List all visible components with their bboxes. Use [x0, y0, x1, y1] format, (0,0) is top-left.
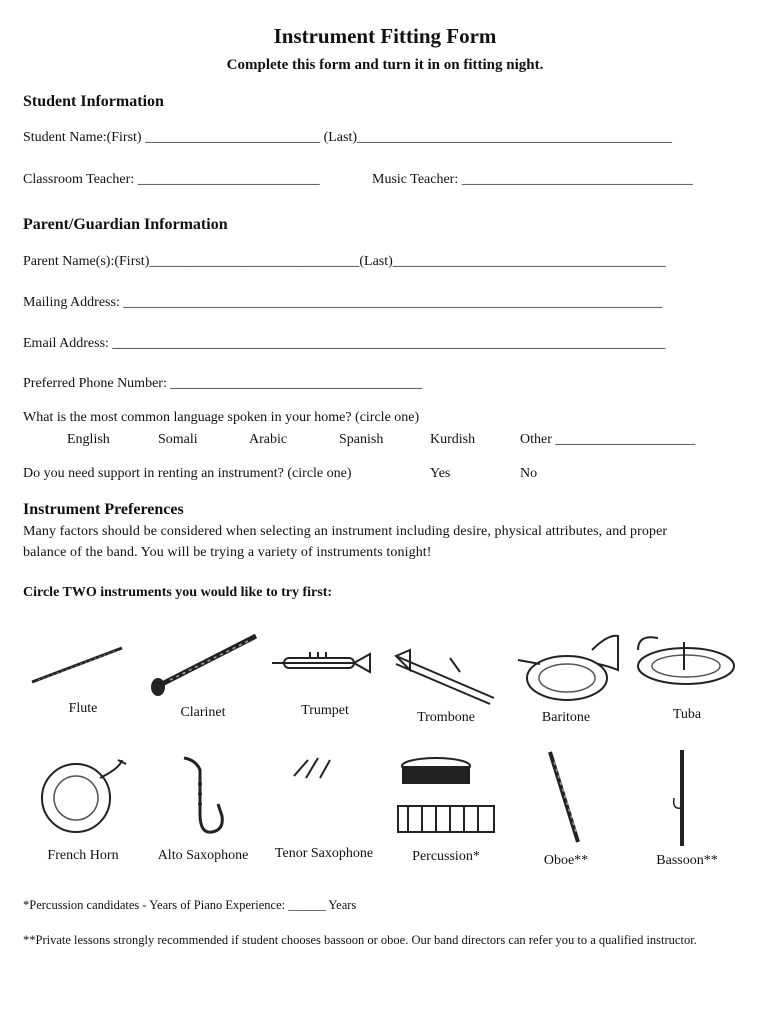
instrument-label-flute[interactable]: Flute: [68, 701, 98, 716]
instrument-label-clarinet[interactable]: Clarinet: [180, 705, 226, 720]
instrument-label-oboe[interactable]: Oboe**: [543, 853, 589, 868]
instrument-label-alto-saxophone[interactable]: Alto Saxophone: [157, 848, 249, 863]
language-option-other[interactable]: Other ____________________: [520, 432, 696, 447]
french-horn-icon[interactable]: [30, 758, 130, 840]
percussion-icon[interactable]: [394, 750, 498, 844]
rent-question: Do you need support in renting an instrument? (circle one): [23, 466, 352, 481]
clarinet-icon[interactable]: [150, 632, 260, 697]
private-lessons-footnote: **Private lessons strongly recommended if student chooses bassoon or oboe. Our band directors can refer you to a qualified instructor.: [23, 933, 697, 947]
music-teacher-field[interactable]: Music Teacher: _________________________________: [372, 172, 693, 187]
form-subtitle: Complete this form and turn it in on fitting night.: [226, 57, 544, 73]
baritone-icon[interactable]: [512, 630, 624, 705]
alto-saxophone-icon[interactable]: [178, 754, 238, 838]
language-option-spanish[interactable]: Spanish: [339, 432, 384, 447]
circle-two-prompt: Circle TWO instruments you would like to try first:: [23, 585, 333, 600]
instrument-label-tenor-saxophone[interactable]: Tenor Saxophone: [274, 846, 374, 861]
language-option-arabic[interactable]: Arabic: [249, 432, 288, 447]
preferences-description-line-1: Many factors should be considered when selecting an instrument including desire, physical attributes, and proper: [23, 524, 668, 539]
instrument-preferences-heading: Instrument Preferences: [23, 501, 184, 518]
form-title: Instrument Fitting Form: [273, 24, 497, 48]
instrument-label-baritone[interactable]: Baritone: [541, 710, 591, 725]
instrument-label-french-horn[interactable]: French Horn: [47, 848, 119, 863]
tenor-saxophone-icon[interactable]: [290, 754, 340, 784]
preferences-description-line-2: balance of the band. You will be trying a variety of instruments tonight!: [23, 545, 432, 560]
mailing-address-field[interactable]: Mailing Address: _____________________________________________________________________________: [23, 295, 663, 310]
phone-number-field[interactable]: Preferred Phone Number: ____________________________________: [23, 376, 423, 391]
instrument-label-trumpet[interactable]: Trumpet: [301, 703, 349, 718]
rent-option-yes[interactable]: Yes: [430, 466, 451, 481]
instrument-label-tuba[interactable]: Tuba: [672, 707, 702, 722]
classroom-teacher-field[interactable]: Classroom Teacher: __________________________: [23, 172, 320, 187]
rent-option-no[interactable]: No: [520, 466, 538, 481]
percussion-footnote: *Percussion candidates - Years of Piano Experience: ______ Years: [23, 898, 357, 912]
language-option-kurdish[interactable]: Kurdish: [430, 432, 476, 447]
flute-icon[interactable]: [28, 640, 128, 690]
trombone-icon[interactable]: [390, 648, 502, 706]
tuba-icon[interactable]: [632, 630, 744, 690]
bassoon-icon[interactable]: [668, 748, 698, 848]
trumpet-icon[interactable]: [270, 648, 382, 680]
instrument-label-bassoon[interactable]: Bassoon**: [656, 853, 718, 868]
instrument-label-percussion[interactable]: Percussion*: [412, 849, 480, 864]
language-option-english[interactable]: English: [67, 432, 110, 447]
parent-info-heading: Parent/Guardian Information: [23, 216, 228, 233]
language-question: What is the most common language spoken in your home? (circle one): [23, 410, 420, 425]
email-address-field[interactable]: Email Address: _______________________________________________________________________________: [23, 336, 666, 351]
language-option-somali[interactable]: Somali: [158, 432, 198, 447]
instrument-label-trombone[interactable]: Trombone: [417, 710, 475, 725]
oboe-icon[interactable]: [540, 748, 590, 848]
parent-name-field[interactable]: Parent Name(s):(First)______________________________(Last)_______________________________________: [23, 254, 666, 269]
student-info-heading: Student Information: [23, 93, 164, 110]
student-name-field[interactable]: Student Name:(First) _________________________ (Last)_____________________________________________: [23, 130, 673, 145]
